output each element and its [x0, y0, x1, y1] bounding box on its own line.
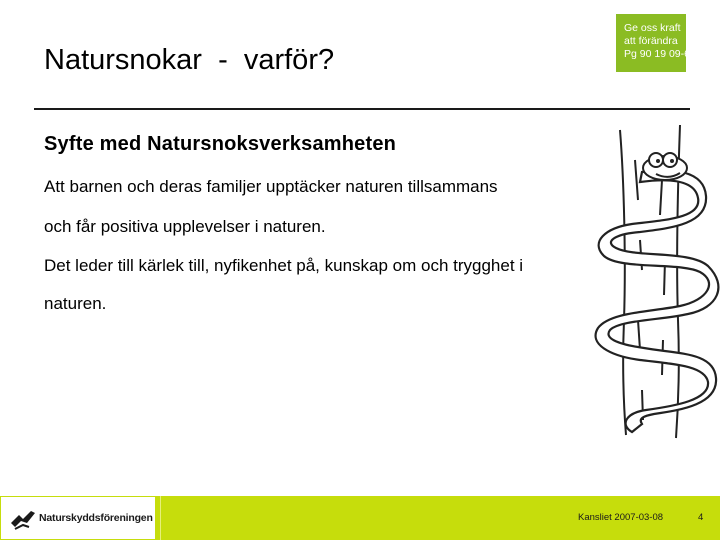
footer-divider: [160, 496, 161, 540]
body-line-1: Att barnen och deras familjer upptäcker naturen tillsammans: [44, 177, 498, 196]
slide-title: Natursnokar - varför?: [44, 44, 335, 76]
title-divider: [34, 108, 690, 110]
body-line-4: naturen.: [44, 294, 107, 313]
page-number: 4: [698, 512, 704, 523]
section-heading: Syfte med Natursnoksverksamheten: [44, 133, 397, 155]
footer-date: Kansliet 2007-03-08: [578, 512, 664, 523]
campaign-badge: [616, 14, 690, 72]
organization-logo: [0, 496, 156, 540]
bird-logo-icon: [9, 505, 37, 533]
body-line-2: och får positiva upplevelser i naturen.: [44, 217, 326, 236]
body-line-3: Det leder till kärlek till, nyfikenhet på, kunskap om och trygghet i: [44, 256, 524, 275]
snake-on-pole-illustration: [580, 120, 720, 440]
badge-line-3: Pg 90 19 09-6: [624, 48, 690, 60]
badge-line-1: Ge oss kraft: [624, 22, 681, 34]
logo-wordmark: Naturskyddsföreningen: [39, 512, 153, 524]
badge-line-2: att förändra: [624, 35, 678, 47]
